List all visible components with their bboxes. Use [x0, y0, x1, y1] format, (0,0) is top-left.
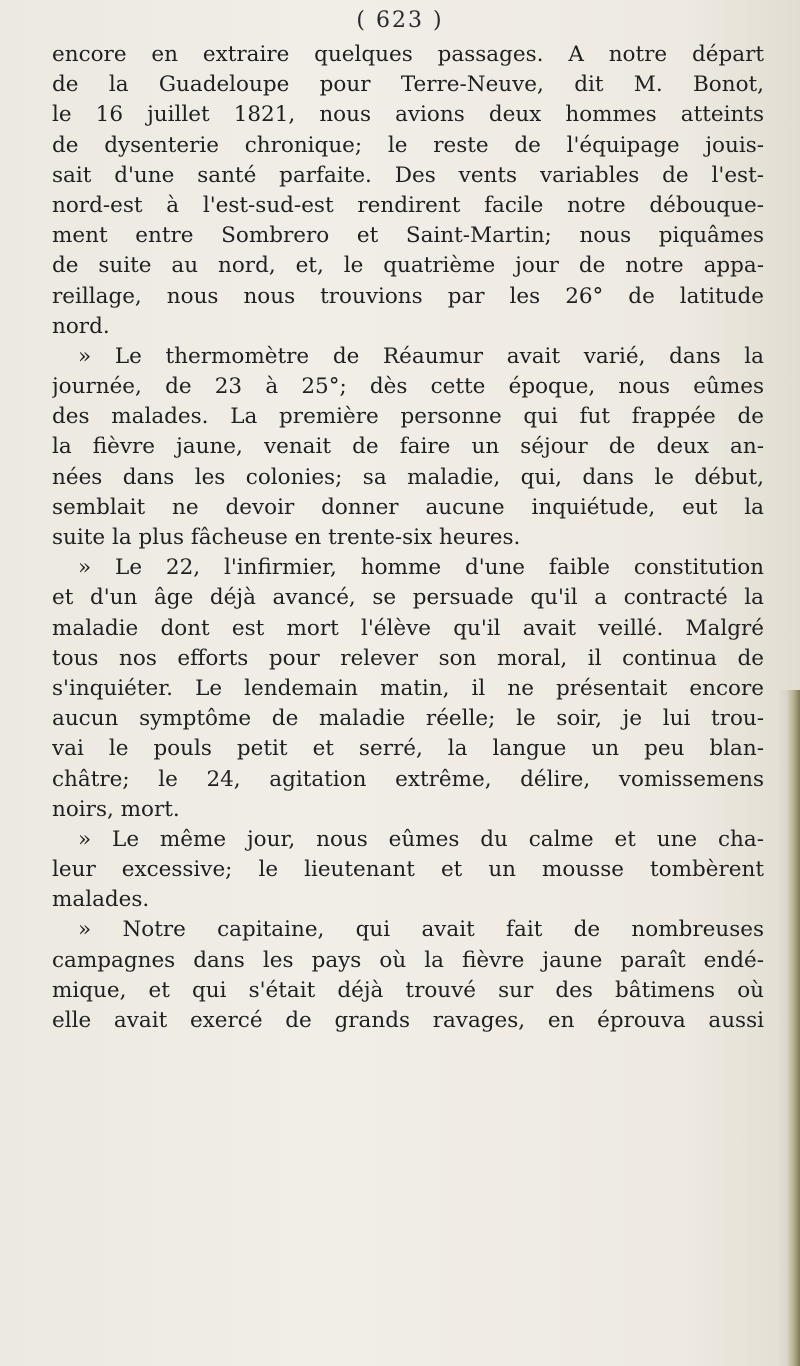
text-line: de la Guadeloupe pour Terre-Neuve, dit M. Bonot, — [52, 72, 764, 98]
text-line: vai le pouls petit et serré, la langue un peu blan- — [52, 736, 764, 762]
text-line: aucun symptôme de maladie réelle; le soir, je lui trou- — [52, 706, 764, 732]
page-edge — [778, 690, 800, 1366]
text-line: nord. — [52, 313, 110, 339]
text-line: leur excessive; le lieutenant et un mousse tombèrent — [52, 857, 764, 883]
text-line: journée, de 23 à 25°; dès cette époque, nous eûmes — [52, 374, 764, 400]
page-number: ( 623 ) — [356, 8, 444, 33]
text-line: campagnes dans les pays où la fièvre jaune paraît endé- — [52, 947, 764, 973]
text-line: ment entre Sombrero et Saint-Martin; nous piquâmes — [52, 223, 764, 249]
text-line: malades. — [52, 887, 150, 913]
text-line: mique, et qui s'était déjà trouvé sur des bâtimens où — [52, 977, 764, 1003]
paragraph — [52, 40, 764, 342]
text-line: maladie dont est mort l'élève qu'il avait veillé. Malgré — [52, 615, 764, 641]
text-line: elle avait exercé de grands ravages, en éprouva aussi — [52, 1008, 764, 1033]
text-line: la fièvre jaune, venait de faire un séjour de deux an- — [52, 434, 764, 460]
paragraph — [52, 915, 764, 1036]
text-line: tous nos efforts pour relever son moral, il continua de — [52, 645, 764, 671]
text-line: » Le thermomètre de Réaumur avait varié, dans la — [78, 343, 764, 369]
text-line: reillage, nous nous trouvions par les 26° de latitude — [52, 283, 764, 309]
text-line: sait d'une santé parfaite. Des vents variables de l'est- — [52, 162, 764, 188]
paragraph — [52, 553, 764, 825]
text-line: s'inquiéter. Le lendemain matin, il ne présentait encore — [52, 675, 764, 701]
paragraph — [52, 342, 764, 553]
text-line: et d'un âge déjà avancé, se persuade qu'il a contracté la — [52, 585, 764, 611]
text-line: » Le 22, l'infirmier, homme d'une faible constitution — [78, 555, 764, 581]
text-line: encore en extraire quelques passages. A notre départ — [52, 42, 764, 67]
text-line: » Notre capitaine, qui avait fait de nombreuses — [78, 917, 764, 943]
text-line: châtre; le 24, agitation extrême, délire, vomissemens — [52, 766, 764, 792]
text-line: nées dans les colonies; sa maladie, qui, dans le début, — [52, 464, 764, 490]
text-line: des malades. La première personne qui fut frappée de — [52, 404, 764, 430]
body-text — [52, 40, 764, 1036]
text-line: suite la plus fâcheuse en trente-six heures. — [52, 525, 521, 550]
text-line: noirs, mort. — [52, 796, 180, 822]
text-line: nord-est à l'est-sud-est rendirent facile notre débouque- — [52, 192, 764, 218]
paragraph — [52, 825, 764, 916]
text-line: » Le même jour, nous eûmes du calme et une cha- — [78, 826, 764, 852]
text-line: semblait ne devoir donner aucune inquiétude, eut la — [52, 494, 764, 520]
text-line: de dysenterie chronique; le reste de l'équipage jouis- — [52, 132, 764, 158]
text-line: le 16 juillet 1821, nous avions deux hommes atteints — [52, 102, 764, 128]
text-line: de suite au nord, et, le quatrième jour de notre appa- — [52, 253, 764, 279]
